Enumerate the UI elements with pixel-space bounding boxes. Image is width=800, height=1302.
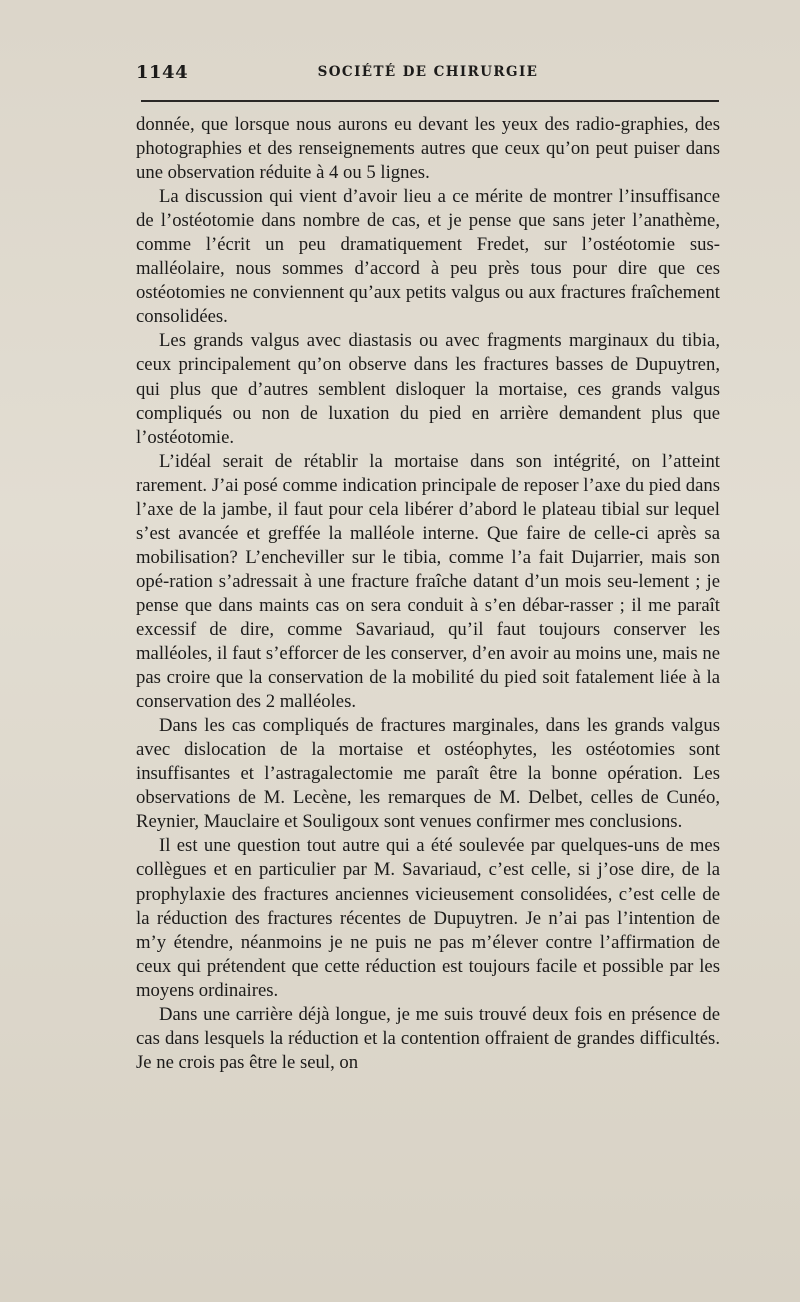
body-text [136, 113, 720, 1075]
running-header [136, 60, 720, 88]
paragraph: La discussion qui vient d’avoir lieu a ce mérite de montrer l’insuffisance de l’ostéotomie dans nombre de cas, et je pense que sans jeter l’anathème, comme l’écrit un peu dramatiquement Fredet, sur l’ostéotomie sus-malléolaire, nous sommes d’accord à peu près tous pour dire que ces ostéotomies ne conviennent qu’aux petits valgus ou aux fractures fraîchement consolidées. [136, 186, 720, 328]
paragraph: Il est une question tout autre qui a été soulevée par quelques-uns de mes collègues et en particulier par M. Savariaud, c’est celle, si j’ose dire, de la prophylaxie des fractures anciennes vicieusement consolidées, c’est celle de la réduction des fractures récentes de Dupuytren. Je n’ai pas l’intention de m’y étendre, néanmoins je ne puis ne pas m’élever contre l’affirmation de ceux qui prétendent que cette réduction est toujours facile et possible par les moyens ordinaires. [136, 835, 720, 1001]
header-rule [141, 100, 719, 102]
paragraph: L’idéal serait de rétablir la mortaise dans son intégrité, on l’atteint rarement. J’ai posé comme indication principale de reposer l’axe du pied dans l’axe de la jambe, il faut pour cela libérer d’abord le plateau tibial sur lequel s’est avancée et greffée la malléole interne. Que faire de celle-ci après sa mobilisation? L’encheviller sur le tibia, comme l’a fait Dujarrier, mais son opé-ration s’adressait à une fracture fraîche datant d’un mois seu-lement ; je pense que dans maints cas on sera conduit à s’en débar-rasser ; il me paraît excessif de dire, comme Savariaud, qu’il faut toujours conserver les malléoles, il faut s’efforcer de les conserver, d’en avoir au moins une, mais ne pas croire que la conservation de la mobilité du pied soit fatalement liée à la conservation des 2 malléoles. [136, 450, 720, 713]
paragraph: Les grands valgus avec diastasis ou avec fragments marginaux du tibia, ceux principalement qu’on observe dans les fractures basses de Dupuytren, qui plus que d’autres semblent disloquer la mortaise, ces grands valgus compliqués ou non de luxation du pied en arrière demandent plus que l’ostéotomie. [136, 330, 720, 448]
page-number: 1144 [136, 62, 189, 83]
paragraph: Dans les cas compliqués de fractures marginales, dans les grands valgus avec dislocation de la mortaise et ostéophytes, les ostéotomies sont insuffisantes et l’astragalectomie me paraît être la bonne opération. Les observations de M. Lecène, les remarques de M. Delbet, celles de Cunéo, Reynier, Mauclaire et Souligoux sont venues confirmer mes conclusions. [136, 715, 720, 833]
paragraph: Dans une carrière déjà longue, je me suis trouvé deux fois en présence de cas dans lesquels la réduction et la contention offraient de grandes difficultés. Je ne crois pas être le seul, on [136, 1003, 720, 1073]
running-title: SOCIÉTÉ DE CHIRURGIE [317, 64, 539, 80]
paragraph: donnée, que lorsque nous aurons eu devant les yeux des radio-graphies, des photographies et des renseignements autres que ceux qu’on peut puiser dans une observation réduite à 4 ou 5 lignes. [136, 114, 720, 184]
